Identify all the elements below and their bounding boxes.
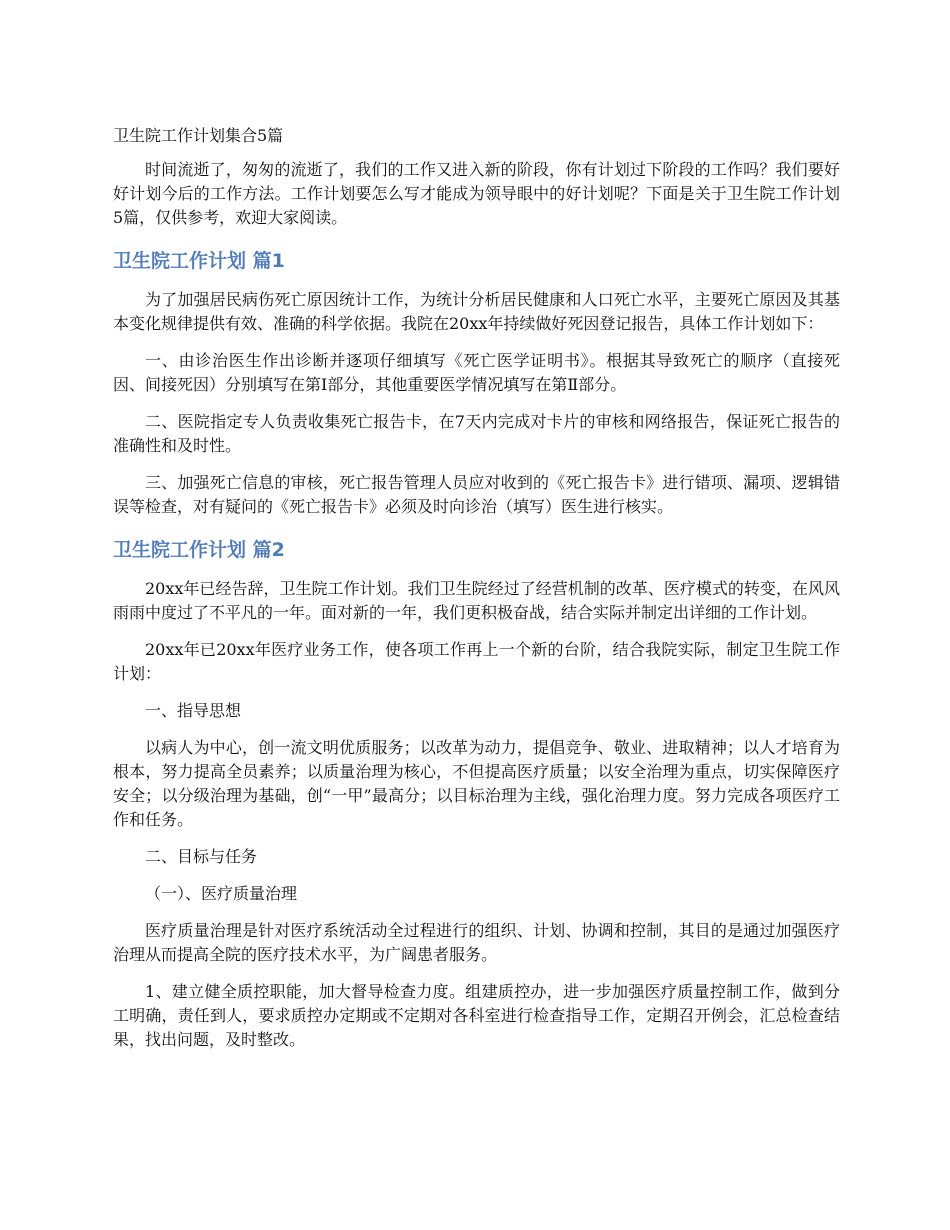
- section-2-paragraph: 医疗质量治理是针对医疗系统活动全过程进行的组织、计划、协调和控制，其目的是通过加强医疗治理从而提高全院的医疗技术水平，为广阔患者服务。: [113, 921, 840, 964]
- section-2-heading: 卫生院工作计划 篇2: [113, 539, 285, 561]
- section-2-subheading: 一、指导思想: [145, 701, 242, 720]
- section-2-subheading: 二、目标与任务: [145, 847, 258, 866]
- section-1-paragraph: 一、由诊治医生作出诊断并逐项仔细填写《死亡医学证明书》。根据其导致死亡的顺序（直接死因、间接死因）分别填写在第Ⅰ部分，其他重要医学情况填写在第Ⅱ部分。: [113, 351, 840, 394]
- section-2-paragraph: 20xx年已经告辞，卫生院工作计划。我们卫生院经过了经营机制的改革、医疗模式的转变，在风风雨雨中度过了不平凡的一年。面对新的一年，我们更积极奋战，结合实际并制定出详细的工作计划。: [113, 579, 840, 622]
- section-1-paragraph: 为了加强居民病伤死亡原因统计工作，为统计分析居民健康和人口死亡水平，主要死亡原因及其基本变化规律提供有效、准确的科学依据。我院在20xx年持续做好死因登记报告，具体工作计划如下：: [113, 290, 840, 333]
- section-2-paragraph: 20xx年已20xx年医疗业务工作，使各项工作再上一个新的台阶，结合我院实际，制定卫生院工作计划：: [113, 640, 840, 683]
- section-1-heading: 卫生院工作计划 篇1: [113, 250, 285, 272]
- intro-paragraph: 时间流逝了，匆匆的流逝了，我们的工作又进入新的阶段，你有计划过下阶段的工作吗？我们要好好计划今后的工作方法。工作计划要怎么写才能成为领导眼中的好计划呢？下面是关于卫生院工作计划5篇，仅供参考，欢迎大家阅读。: [113, 160, 840, 227]
- document-title: 卫生院工作计划集合5篇: [113, 126, 284, 145]
- section-2-paragraph: 1、建立健全质控职能，加大督导检查力度。组建质控办，进一步加强医疗质量控制工作，做到分工明确，责任到人，要求质控办定期或不定期对各科室进行检查指导工作，定期召开例会，汇总检查结果，找出问题，及时整改。: [113, 982, 840, 1049]
- section-2-paragraph: 以病人为中心，创一流文明优质服务；以改革为动力，提倡竞争、敬业、进取精神；以人才培育为根本，努力提高全员素养；以质量治理为核心，不但提高医疗质量；以安全治理为重点，切实保障医疗安全；以分级治理为基础，创“一甲”最高分；以目标治理为主线，强化治理力度。努力完成各项医疗工作和任务。: [113, 738, 840, 829]
- section-1-paragraph: 三、加强死亡信息的审核，死亡报告管理人员应对收到的《死亡报告卡》进行错项、漏项、逻辑错误等检查，对有疑问的《死亡报告卡》必须及时向诊治（填写）医生进行核实。: [113, 473, 840, 516]
- document-page: [113, 124, 840, 1065]
- section-2-subheading: （一）、医疗质量治理: [145, 884, 298, 903]
- section-1-paragraph: 二、医院指定专人负责收集死亡报告卡，在7天内完成对卡片的审核和网络报告，保证死亡报告的准确性和及时性。: [113, 412, 840, 455]
